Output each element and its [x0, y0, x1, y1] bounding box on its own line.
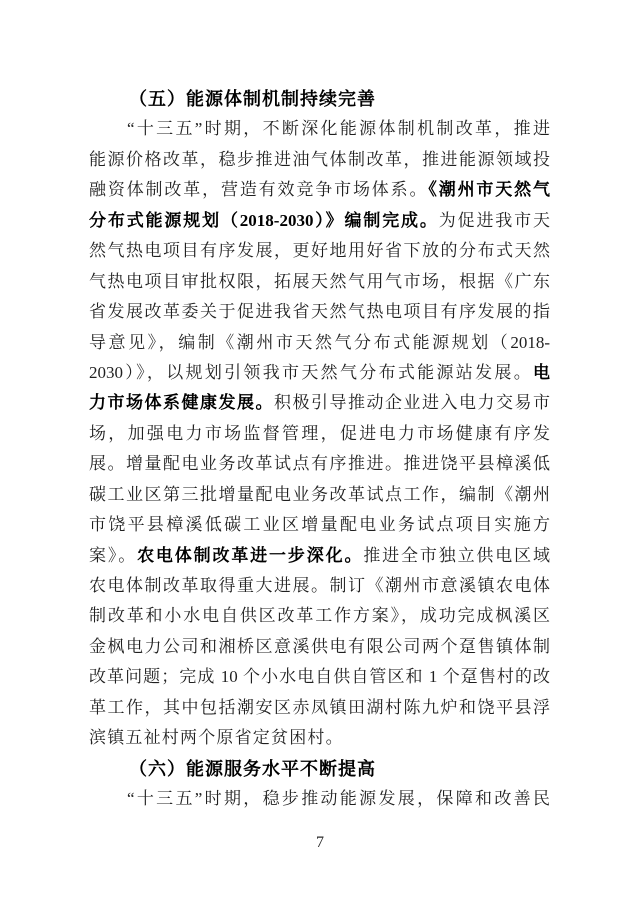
bold-text-segment: （六）能源服务水平不断提高 — [129, 758, 376, 779]
text-line — [89, 236, 550, 266]
text-line — [89, 328, 550, 358]
text-segment: 滨镇五祉村两个原省定贫困村。 — [89, 728, 344, 748]
bold-text-segment: 电 — [533, 362, 550, 382]
text-segment: 改革问题；完成 10 个小水电自供自管区和 1 个趸售村的改 — [89, 667, 550, 687]
text-line — [89, 297, 550, 327]
text-line — [89, 480, 550, 510]
text-segment: 案》。 — [89, 545, 138, 565]
text-segment: “十三五”时期，不断深化能源体制机制改革，推进 — [127, 119, 550, 139]
text-line — [89, 723, 550, 753]
text-line — [89, 662, 550, 692]
text-segment: 制改革和小水电自供区改革工作方案》，成功完成枫溪区 — [89, 606, 550, 626]
text-segment: 场，加强电力市场监督管理，促进电力市场健康有序发 — [89, 423, 550, 443]
text-line — [89, 358, 550, 388]
bold-text-segment: 力市场体系健康发展。 — [89, 393, 274, 413]
text-line — [89, 388, 550, 418]
bold-text-segment: 农电体制改革进一步深化。 — [137, 545, 364, 565]
bold-text-segment: 分布式能源规划（2018-2030）》编制完成。 — [89, 210, 439, 230]
text-segment: 推进全市独立供电区域 — [363, 545, 550, 565]
text-line — [89, 267, 550, 297]
text-segment: “十三五”时期，稳步推动能源发展，保障和改善民 — [127, 789, 550, 809]
text-segment: 气热电项目审批权限，拓展天然气用气市场，根据《广东 — [89, 271, 550, 291]
text-segment: 市饶平县樟溪低碳工业区增量配电业务试点项目实施方 — [89, 515, 550, 535]
text-line — [89, 449, 550, 479]
bold-text-segment: （五）能源体制机制持续完善 — [129, 89, 376, 109]
text-segment: 金枫电力公司和湘桥区意溪供电有限公司两个趸售镇体制 — [89, 636, 550, 656]
text-segment: 导意见》，编制《潮州市天然气分布式能源规划（2018- — [89, 332, 550, 352]
page-number: 7 — [316, 834, 324, 851]
text-line — [89, 114, 550, 144]
text-segment: 融资体制改革，营造有效竞争市场体系。 — [89, 180, 429, 200]
text-segment: 展。增量配电业务改革试点有序推进。推进饶平县樟溪低 — [89, 454, 550, 474]
text-line — [89, 571, 550, 601]
text-segment: 碳工业区第三批增量配电业务改革试点工作，编制《潮州 — [89, 484, 550, 504]
text-line — [89, 419, 550, 449]
text-line — [89, 510, 550, 540]
text-line — [89, 601, 550, 631]
text-line — [89, 541, 550, 571]
text-line — [89, 175, 550, 205]
text-segment: 为促进我市天 — [438, 210, 550, 230]
text-line — [89, 632, 550, 662]
text-segment: 积极引导推动企业进入电力交易市 — [274, 393, 550, 413]
text-line — [89, 784, 550, 814]
text-segment: 农电体制改革取得重大进展。制订《潮州市意溪镇农电体 — [89, 576, 550, 595]
document-body — [89, 84, 550, 815]
text-segment: 2030）》，以规划引领我市天然气分布式能源站发展。 — [89, 362, 533, 382]
text-line — [89, 693, 550, 723]
section-heading — [89, 754, 550, 784]
text-segment: 然气热电项目有序发展，更好地用好省下放的分布式天然 — [89, 241, 550, 261]
text-segment: 能源价格改革，稳步推进油气体制改革，推进能源领域投 — [89, 149, 550, 169]
bold-text-segment: 《潮州市天然气 — [428, 180, 550, 200]
text-segment: 省发展改革委关于促进我省天然气热电项目有序发展的指 — [89, 302, 550, 322]
text-segment: 革工作，其中包括潮安区赤凤镇田湖村陈九炉和饶平县浮 — [89, 697, 550, 717]
text-line — [89, 145, 550, 175]
text-line — [89, 206, 550, 236]
section-heading — [89, 84, 550, 114]
